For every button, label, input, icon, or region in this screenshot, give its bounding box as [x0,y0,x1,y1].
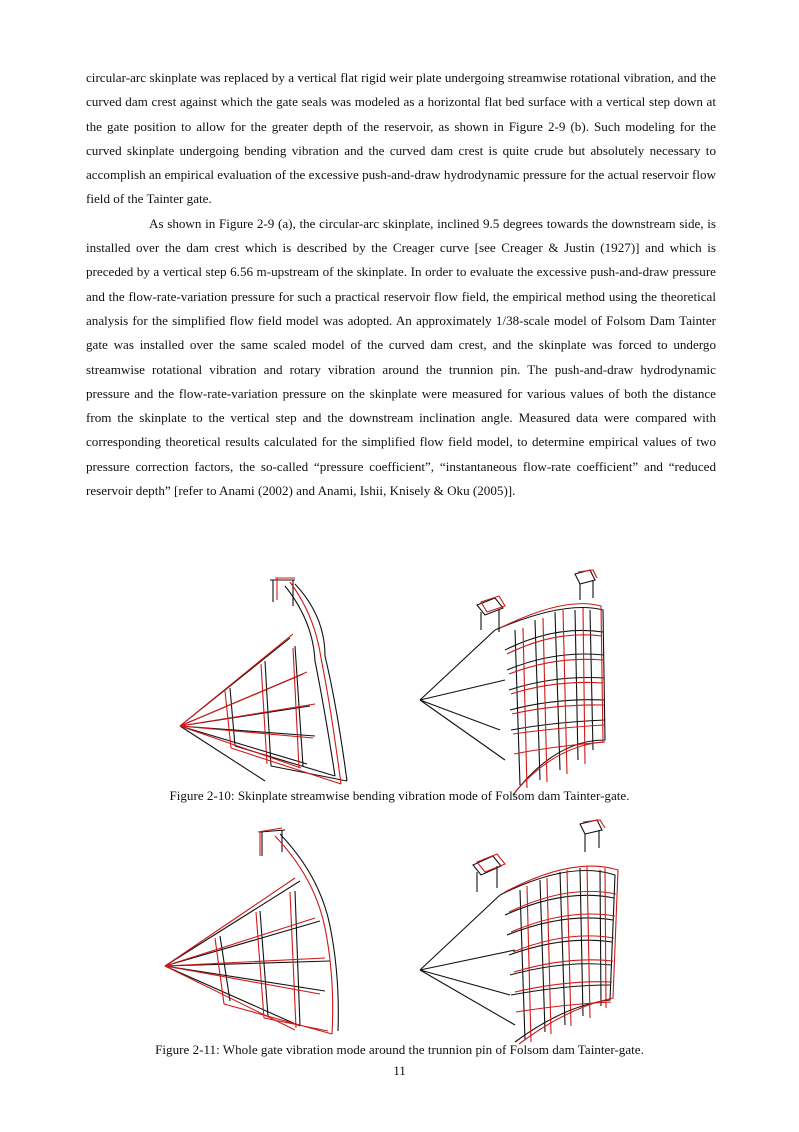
paragraph-2: As shown in Figure 2-9 (a), the circular-arc skinplate, inclined 9.5 degrees towards the downstream side, is installed over the dam crest which is described by the Creager curve [see Creager & Justin (1927)] and which is preceded by a vertical step 6.56 m-upstream of the skinplate. In order to evaluate the excessive push-and-draw pressure and the flow-rate-variation pressure for such a practical reservoir flow field, the empirical method using the theoretical analysis for the simplified flow field model was adopted. An approximately 1/38-scale model of Folsom Dam Tainter gate was installed over the same scaled model of the curved dam crest, and the skinplate was forced to undergo streamwise rotational vibration and rotary vibration around the trunnion pin. The push-and-draw hydrodynamic pressure and the flow-rate-variation pressure on the skinplate were measured for various values of both the distance from the skinplate to the vertical step and the downstream inclination angle. Measured data were compared with corresponding theoretical results calculated for the simplified flow field model, to determine empirical values of two pressure correction factors, the so-called “pressure coefficient”, “instantaneous flow-rate coefficient” and “reduced reservoir depth” [refer to Anami (2002) and Anami, Ishii, Knisely & Oku (2005)]. [86,215,716,499]
page-number: 11 [393,1063,406,1078]
figure-2-11 [0,820,799,1055]
paragraph-1: circular-arc skinplate was replaced by a vertical flat rigid weir plate undergoing streamwise rotational vibration, and the curved dam crest against which the gate seals was modeled as a horizontal flat bed surface with a vertical step down at the gate position to allow for the greater depth of the reservoir, as shown in Figure 2-9 (b). Such modeling for the curved skinplate undergoing bending vibration and the curved dam crest is quite crude but absolutely necessary to accomplish an empirical evaluation of the excessive push-and-draw hydrodynamic pressure for the actual reservoir flow field of the Tainter gate. [86,70,716,207]
body-text [86,66,716,503]
figure-2-10-perspective-view [415,570,615,795]
figure-2-11-side-view [160,826,360,1036]
figure-2-10-caption: Figure 2-10: Skinplate streamwise bending vibration mode of Folsom dam Tainter-gate. [169,788,630,803]
figure-2-11-perspective-view [415,820,630,1045]
figure-2-10-side-view [175,576,365,791]
figure-2-10 [0,570,799,803]
figure-2-11-caption: Figure 2-11: Whole gate vibration mode around the trunnion pin of Folsom dam Tainter-gate. [155,1042,644,1057]
